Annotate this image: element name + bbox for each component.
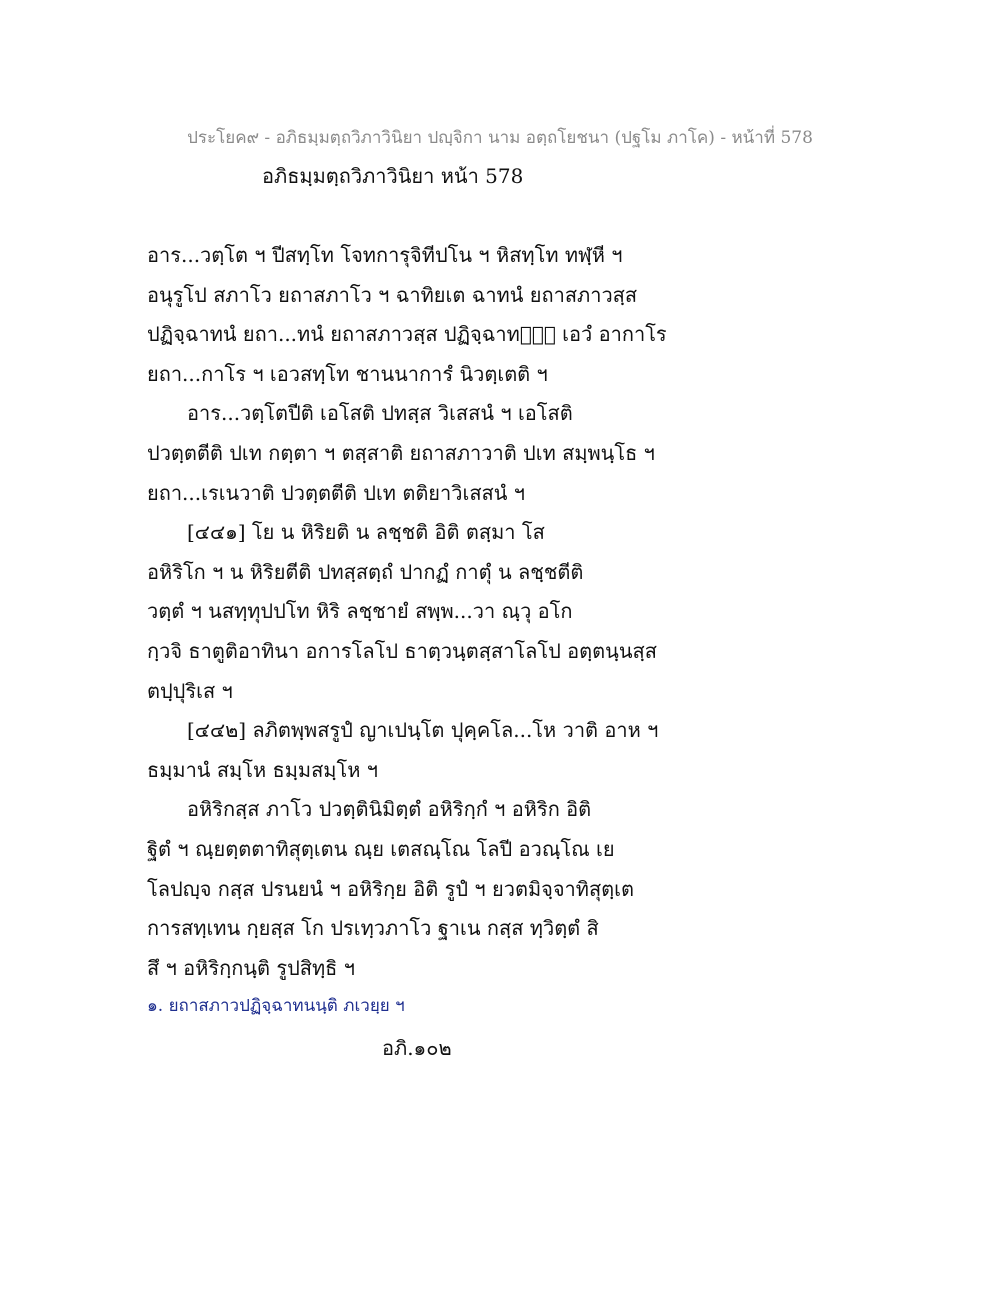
text-line: สึ ฯ อหิริกฺกนฺติ รูปสิทฺธิ ฯ [147, 955, 355, 980]
text-line: กฺวจิ ธาตูติอาทินา อการโลโป ธาตฺวนฺตสฺสาโลโป อตฺตนฺนสฺส [147, 638, 657, 663]
text-line: [๔๔๑] โย น หิริยติ น ลชฺชติ อิติ ตสฺมา โส [187, 520, 545, 545]
text-line: ปวตฺตตีติ ปเท กตฺตา ฯ ตสฺสาติ ยถาสภาวาติ ปเท สมฺพนฺโธ ฯ [147, 440, 655, 465]
page-marker: อภิ.๑๐๒ [382, 1036, 452, 1060]
text-line: การสทฺเทน กฺยสฺส โก ปรเทฺวภาโว ฐาเน กสฺส ทฺวิตฺตํ สิ [147, 916, 599, 941]
text-line: ยถา...กาโร ฯ เอวสทฺโท ชานนาการํ นิวตฺเตติ ฯ [147, 361, 548, 386]
text-line: ตปฺปุริเส ฯ [147, 678, 233, 703]
text-line: อนุรูโป สภาโว ยถาสภาโว ฯ ฉาทิยเต ฉาทนํ ยถาสภาวสฺส [147, 282, 638, 307]
text-line: อาร...วตฺโตปีติ เอโสติ ปทสฺส วิเสสนํ ฯ เอโสติ [187, 401, 573, 426]
text-line: ฐิตํ ฯ ณฺยตฺตตาทิสุตฺเตน ณฺย เตสณฺโณ โลปี อวณฺโณ เย [147, 836, 615, 861]
page-title: อภิธมฺมตฺถวิภาวินิยา หน้า 578 [262, 164, 524, 188]
running-header-text: ประโยค๙ - อภิธมฺมตฺถวิภาวินิยา ปญฺจิกา นาม อตฺถโยชนา (ปฐโม ภาโค) - หน้าที่ 578 [187, 128, 813, 148]
footnote: ๑. ยถาสภาวปฏิจฺฉาทนนฺติ ภเวยฺย ฯ [147, 996, 405, 1016]
text-line: ยถา...เรเนวาติ ปวตฺตตีติ ปเท ตติยาวิเสสนํ ฯ [147, 480, 525, 505]
text-line: ธมฺมานํ สมฺโห ธมฺมสมฺโห ฯ [147, 757, 378, 782]
text-line: อหิริกสฺส ภาโว ปวตฺตินิมิตฺตํ อหิริกฺกํ ฯ อหิริก อิติ [187, 797, 592, 822]
running-header [0, 124, 1000, 151]
text-line: ปฏิจฺฉาทนํ ยถา...ทนํ ยถาสภาวสฺส ปฏิจฺฉาทนํ᳞ เอวํ อากาโร [147, 322, 667, 347]
text-line: [๔๔๒] ลภิตพฺพสรูปํ ญาเปนฺโต ปุคฺคโล...โห วาติ อาห ฯ [187, 718, 659, 743]
text-line: โลปญฺจ กสฺส ปรนยนํ ฯ อหิริกฺย อิติ รูปํ ฯ ยวตมิจฺจาทิสุตฺเต [147, 876, 634, 901]
text-line: อาร...วตฺโต ฯ ปีสทฺโท โจทการุจิทีปโน ฯ หิสทฺโท ทฬฺหี ฯ [147, 243, 623, 267]
text-line: วตฺตํ ฯ นสทฺทุปปโท หิริ ลชฺชายํ สพฺพ...วา ณฺวุ อโก [147, 599, 573, 624]
main-text [147, 236, 867, 988]
text-line: อหิริโก ฯ น หิริยตีติ ปทสฺสตฺถํ ปากฏํ กาตุํ น ลชฺชตีติ [147, 559, 584, 584]
